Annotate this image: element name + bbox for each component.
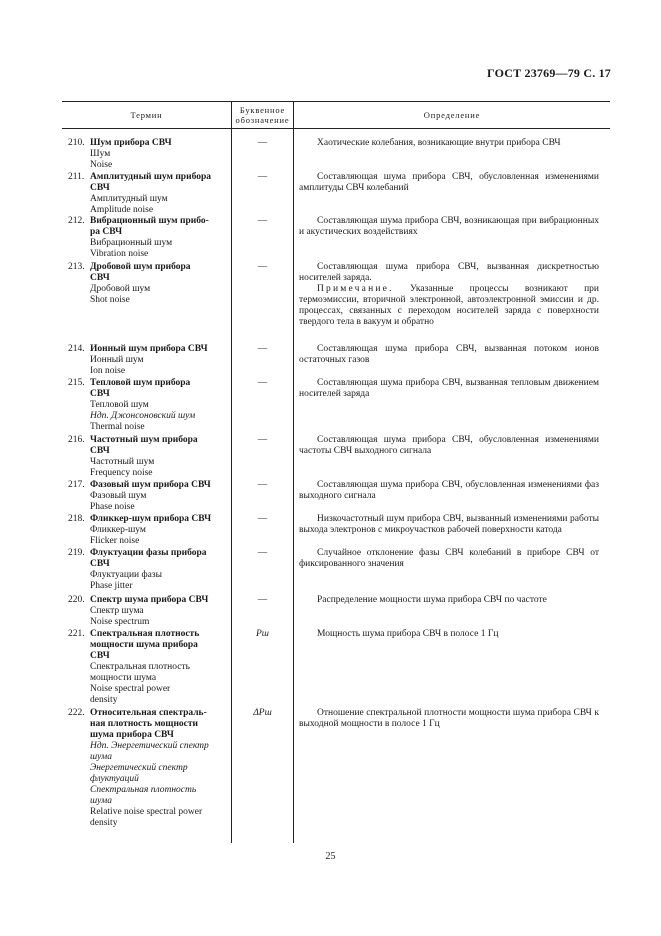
term-title-line: Шум прибора СВЧ (90, 138, 172, 148)
entry-term (90, 344, 228, 377)
definition-text: Низкочастотный шум прибора СВЧ, вызванный изменениями работы выхода электронов с микроучастков рабочей поверхности катода (299, 514, 599, 535)
entry-symbol: — (257, 435, 268, 445)
term-synonym-line: Shot noise (90, 295, 130, 305)
term-synonym-line: Ндп. Энергетический спектр (90, 741, 209, 751)
term-title-line: Фликкер-шум прибора СВЧ (90, 514, 212, 524)
entry-definition (299, 262, 599, 328)
term-synonym-line: Фликкер-шум (90, 525, 146, 535)
entry-term (90, 595, 228, 628)
entry-symbol: — (257, 216, 268, 226)
entry-term (90, 216, 228, 260)
term-synonym-line: Flicker noise (90, 536, 140, 546)
term-synonym-line: Амплитудный шум (90, 194, 168, 204)
entry-definition (299, 480, 599, 502)
column-header-term: Термин (130, 109, 163, 120)
term-title-line: ная плотность мощности (90, 719, 199, 729)
entry-definition (299, 344, 599, 366)
term-synonym-line: Частотный шум (90, 457, 155, 467)
term-title-line: Вибрационный шум прибо- (90, 216, 209, 226)
term-synonym-line: мощности шума (90, 673, 157, 683)
entry-term (90, 172, 228, 216)
entry-number: 216. (68, 435, 85, 445)
term-synonym-line: флуктуаций (90, 774, 139, 784)
term-synonym-line: Thermal noise (90, 422, 145, 432)
note-label: Примечание. (317, 284, 394, 294)
definition-text: Составляющая шума прибора СВЧ, вызванная дискретностью носителей заряда. (299, 262, 599, 283)
definition-text: Распределение мощности шума прибора СВЧ по частоте (317, 595, 547, 605)
entry-term (90, 480, 228, 513)
entry-number: 221. (68, 629, 85, 639)
entry-term (90, 548, 228, 592)
definition-text: Составляющая шума прибора СВЧ, обусловленная изменениями фаз выходного сигнала (299, 480, 599, 501)
term-synonym-line: Тепловой шум (90, 400, 149, 410)
definition-text: Составляющая шума прибора СВЧ, вызванная тепловым движением носителей заряда (299, 378, 599, 399)
definition-text: Хаотические колебания, возникающие внутри прибора СВЧ (317, 138, 561, 148)
entry-definition (299, 216, 599, 238)
entry-definition (299, 629, 599, 640)
term-title-line: Спектральная плотность (90, 629, 200, 639)
entry-term (90, 708, 228, 829)
entry-term (90, 629, 228, 706)
entry-number: 215. (68, 378, 85, 388)
term-title-line: Дробовой шум прибора (90, 262, 191, 272)
term-synonym-line: Phase noise (90, 502, 135, 512)
entry-term (90, 435, 228, 479)
term-synonym-line: Ндп. Джонсоновский шум (90, 411, 196, 421)
entry-term (90, 514, 228, 547)
term-synonym-line: Frequency noise (90, 468, 153, 478)
term-synonym-line: Энергетический спектр (90, 763, 188, 773)
term-title-line: Частотный шум прибора (90, 435, 198, 445)
term-title-line: СВЧ (90, 651, 110, 661)
definition-text: Составляющая шума прибора СВЧ, вызванная потоком ионов остаточных газов (299, 344, 599, 365)
term-title-line: Тепловой шум прибора (90, 378, 191, 388)
term-title-line: Флуктуации фазы прибора (90, 548, 207, 558)
entry-definition (299, 595, 599, 606)
term-title-line: Амплитудный шум прибора (90, 172, 211, 182)
entry-number: 213. (68, 262, 85, 272)
term-synonym-line: density (90, 695, 118, 705)
document-reference: ГОСТ 23769—79 С. 17 (487, 66, 611, 80)
term-title-line: СВЧ (90, 273, 110, 283)
term-title-line: Относительная спектраль- (90, 708, 207, 718)
table-header-rule (62, 128, 610, 129)
entry-definition (299, 708, 599, 730)
entry-number: 217. (68, 480, 85, 490)
entry-number: 211. (68, 172, 85, 182)
entry-number: 210. (68, 138, 85, 148)
term-title-line: шума прибора СВЧ (90, 730, 174, 740)
term-synonym-line: Amplitude noise (90, 205, 154, 215)
term-title-line: Ионный шум прибора СВЧ (90, 344, 208, 354)
definition-text: Составляющая шума прибора СВЧ, обусловленная изменениями частоты СВЧ выходного сигнала (299, 435, 599, 456)
column-divider-term (231, 101, 232, 843)
entry-symbol: — (257, 344, 268, 354)
entry-symbol: — (257, 378, 268, 388)
entry-term (90, 262, 228, 306)
term-synonym-line: Noise spectral power (90, 684, 171, 694)
entry-symbol: — (257, 138, 268, 148)
term-synonym-line: Ионный шум (90, 355, 144, 365)
entry-number: 212. (68, 216, 85, 226)
definition-text: Отношение спектральной плотности мощности шума прибора СВЧ к выходной мощности в полосе 1 Гц (299, 708, 599, 729)
term-synonym-line: Спектр шума (90, 606, 144, 616)
definition-text: Мощность шума прибора СВЧ в полосе 1 Гц (317, 629, 499, 639)
entry-symbol: — (257, 514, 268, 524)
term-synonym-line: density (90, 818, 118, 828)
term-synonym-line: Relative noise spectral power (90, 807, 203, 817)
entry-definition (299, 138, 599, 149)
entry-definition (299, 378, 599, 400)
entry-number: 222. (68, 708, 85, 718)
column-header-symbol: Буквенное обозначение (235, 104, 290, 125)
term-synonym-line: Noise spectrum (90, 617, 150, 627)
entry-symbol: Pш (256, 629, 269, 639)
entry-definition (299, 514, 599, 536)
definition-text: Случайное отклонение фазы СВЧ колебаний в приборе СВЧ от фиксированного значения (299, 548, 599, 569)
term-synonym-line: Флуктуации фазы (90, 570, 163, 580)
entry-term (90, 378, 228, 433)
entry-symbol: — (257, 262, 268, 272)
entry-number: 220. (68, 595, 85, 605)
entry-symbol: — (257, 548, 268, 558)
entry-symbol: ΔPш (253, 708, 272, 718)
definition-note (299, 284, 599, 328)
entry-number: 218. (68, 514, 85, 524)
term-title-line: СВЧ (90, 446, 110, 456)
term-synonym-line: Спектральная плотность (90, 662, 190, 672)
entry-symbol: — (257, 172, 268, 182)
column-divider-symbol (293, 101, 294, 843)
column-header-definition: Определение (423, 109, 481, 120)
page-number: 25 (325, 851, 336, 862)
term-synonym-line: Noise (90, 160, 113, 170)
note-text: Указанные процессы возникают при термоэмиссии, вторичной электронной, автоэлектронной эмиссии и др. процессах, связанных с переходом носителей заряда с поверхности твердого тела в вакуум и обратно (299, 284, 600, 327)
entry-number: 219. (68, 548, 85, 558)
term-synonym-line: Vibration noise (90, 249, 149, 259)
entry-term (90, 138, 228, 171)
definition-text: Составляющая шума прибора СВЧ, обусловленная изменениями амплитуды СВЧ колебаний (299, 172, 599, 193)
term-synonym-line: Phase jitter (90, 581, 133, 591)
term-title-line: Фазовый шум прибора СВЧ (90, 480, 211, 490)
terms-table (62, 101, 610, 843)
term-synonym-line: Ion noise (90, 366, 126, 376)
term-synonym-line: Дробовой шум (90, 284, 151, 294)
term-synonym-line: Вибрационный шум (90, 238, 173, 248)
term-title-line: ра СВЧ (90, 227, 123, 237)
term-title-line: мощности шума прибора (90, 640, 198, 650)
term-title-line: СВЧ (90, 559, 110, 569)
entry-definition (299, 548, 599, 570)
term-synonym-line: Фазовый шум (90, 491, 147, 501)
definition-text: Составляющая шума прибора СВЧ, возникающая при вибрационных и акустических воздействиях (299, 216, 599, 237)
term-title-line: СВЧ (90, 183, 110, 193)
entry-definition (299, 435, 599, 457)
term-synonym-line: Спектральная плотность (90, 785, 197, 795)
term-title-line: Спектр шума прибора СВЧ (90, 595, 209, 605)
term-title-line: СВЧ (90, 389, 110, 399)
term-synonym-line: шума (90, 752, 112, 762)
entry-symbol: — (257, 480, 268, 490)
term-synonym-line: Шум (90, 149, 111, 159)
entry-number: 214. (68, 344, 85, 354)
term-synonym-line: шума (90, 796, 112, 806)
entry-symbol: — (257, 595, 268, 605)
entry-definition (299, 172, 599, 194)
